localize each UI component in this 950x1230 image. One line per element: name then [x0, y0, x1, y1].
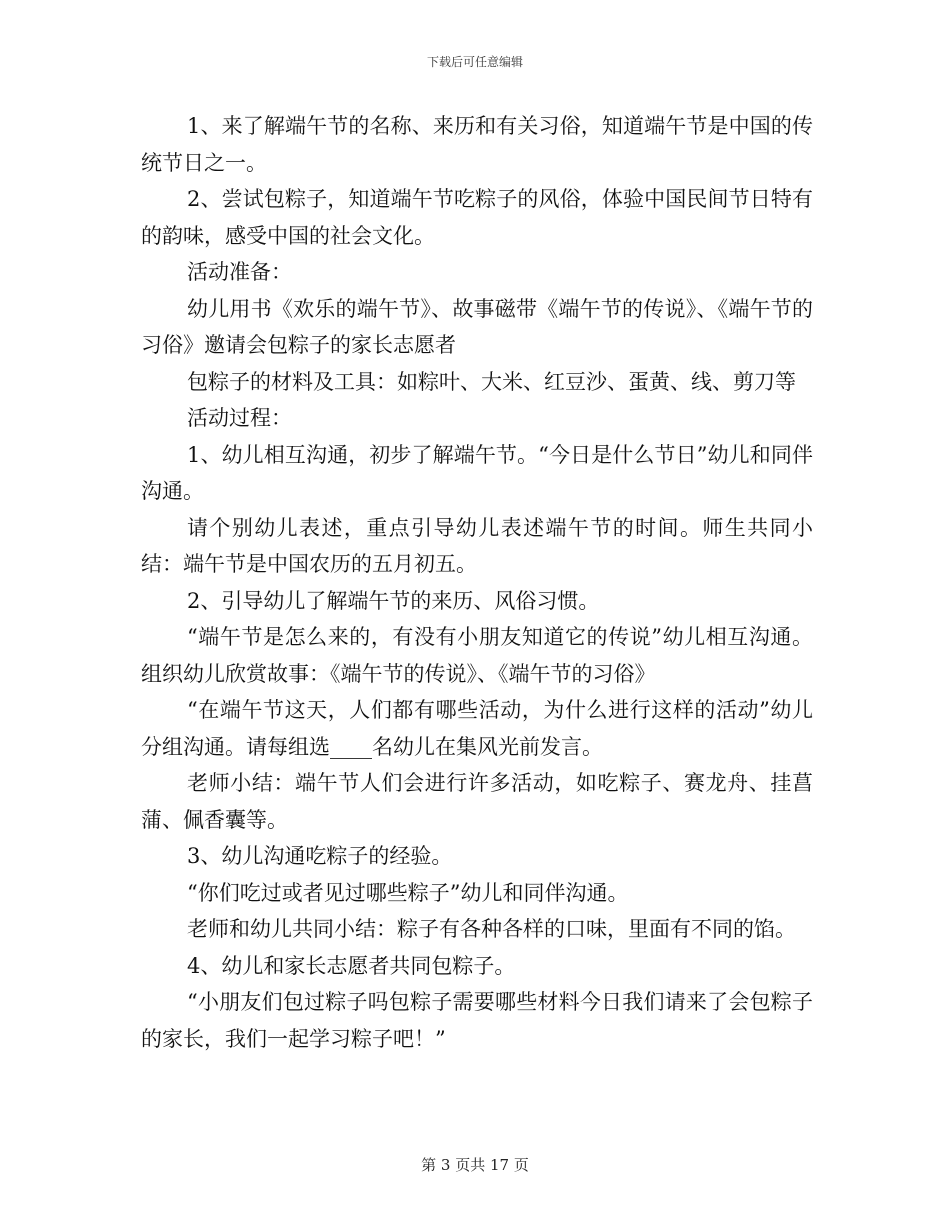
paragraph-materials-books: 幼儿用书《欢乐的端午节》、故事磁带《端午节的传说》、《端午节的习俗》邀请会包粽子的家长志愿者	[141, 296, 813, 357]
paragraph-step-3-summary: 老师和幼儿共同小结：粽子有各种各样的口味，里面有不同的馅。	[187, 917, 796, 941]
paragraph-step-4: 4、幼儿和家长志愿者共同包粽子。	[187, 953, 516, 978]
paragraph-step-1-summary: 请个别幼儿表述，重点引导幼儿表述端午节的时间。师生共同小结：端午节是中国农历的五月初五。	[141, 515, 813, 576]
paragraph-step-3-question: “你们吃过或者见过哪些粽子”幼儿和同伴沟通。	[187, 880, 629, 905]
document-body	[141, 108, 813, 1057]
paragraph-objective-1: 1、来了解端午节的名称、来历和有关习俗，知道端午节是中国的传统节日之一。	[141, 114, 813, 175]
paragraph-step-4-intro: “小朋友们包过粽子吗包粽子需要哪些材料今日我们请来了会包粽子的家长，我们一起学习粽子吧！”	[141, 990, 813, 1051]
paragraph-step-2-summary: 老师小结：端午节人们会进行许多活动，如吃粽子、赛龙舟、挂菖蒲、佩香囊等。	[141, 771, 813, 832]
paragraph-step-1: 1、幼儿相互沟通，初步了解端午节。“今日是什么节日”幼儿和同伴沟通。	[141, 442, 813, 503]
page-footer: 第 3 页共 17 页	[421, 1156, 529, 1174]
section-heading-preparation: 活动准备：	[187, 260, 292, 284]
section-heading-process: 活动过程：	[187, 406, 292, 430]
paragraph-materials-tools: 包粽子的材料及工具：如粽叶、大米、红豆沙、蛋黄、线、剪刀等	[187, 369, 796, 394]
paragraph-step-2-activities: “在端午节这天，人们都有哪些活动，为什么进行这样的活动”幼儿分组沟通。请每组选____名幼儿在集风光前发言。	[141, 698, 813, 759]
paragraph-step-3: 3、幼儿沟通吃粽子的经验。	[187, 844, 453, 868]
paragraph-step-2: 2、引导幼儿了解端午节的来历、风俗习惯。	[187, 588, 600, 613]
paragraph-step-2-legend: “端午节是怎么来的，有没有小朋友知道它的传说”幼儿相互沟通。组织幼儿欣赏故事：《端午节的传说》、《端午节的习俗》	[141, 625, 813, 686]
page-header: 下载后可任意编辑	[426, 55, 523, 69]
paragraph-objective-2: 2、尝试包粽子，知道端午节吃粽子的风俗，体验中国民间节日特有的韵味，感受中国的社会文化。	[141, 187, 813, 248]
